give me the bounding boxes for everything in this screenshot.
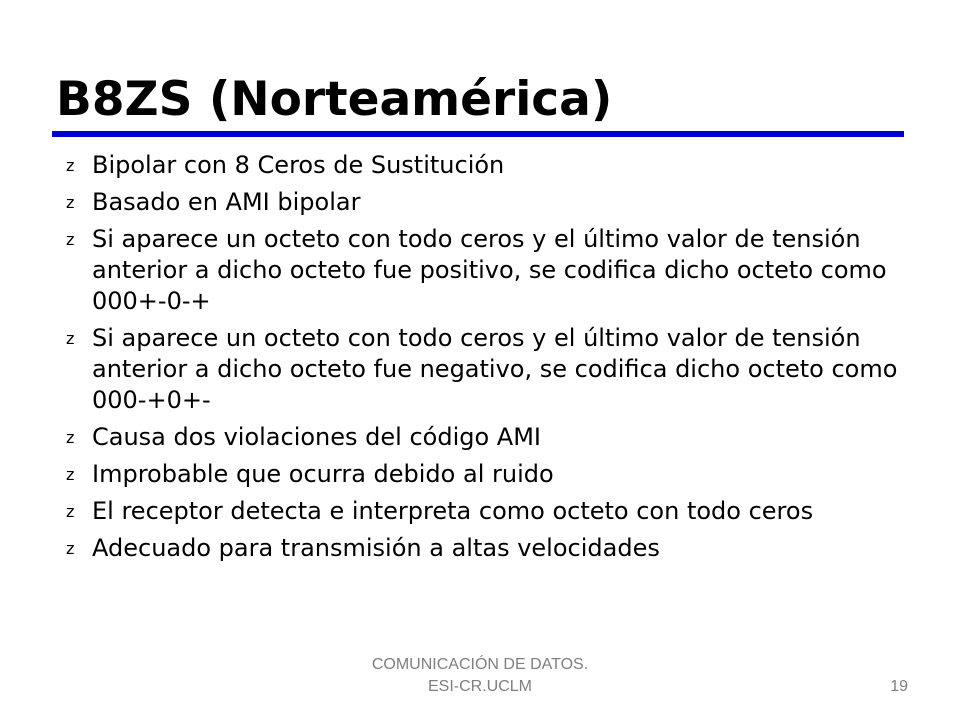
bullet-marker-icon: z [66, 193, 75, 212]
bullet-item [66, 533, 926, 564]
bullet-text: Bipolar con 8 Ceros de Sustitución [92, 151, 505, 179]
title-underline [52, 131, 904, 137]
page-number: 19 [890, 678, 908, 695]
bullet-item [66, 422, 926, 453]
bullet-item [66, 187, 926, 218]
footer [280, 654, 680, 698]
bullet-text: Improbable que ocurra debido al ruido [92, 460, 554, 488]
bullet-marker-icon: z [66, 539, 75, 558]
bullet-marker-icon: z [66, 465, 75, 484]
bullet-marker-icon: z [66, 230, 75, 249]
bullet-text: Si aparece un octeto con todo ceros y el último valor de tensión anterior a dicho octeto fue positivo, se codifica dicho octeto como 000+-0-+ [92, 225, 887, 315]
bullet-text: El receptor detecta e interpreta como octeto con todo ceros [92, 497, 814, 525]
bullet-item [66, 150, 926, 181]
bullet-text: Adecuado para transmisión a altas velocidades [92, 534, 660, 562]
bullet-item [66, 323, 926, 416]
bullet-text: Basado en AMI bipolar [92, 188, 361, 216]
bullet-marker-icon: z [66, 502, 75, 521]
footer-course: COMUNICACIÓN DE DATOS. [371, 656, 589, 673]
bullet-item [66, 224, 926, 317]
bullet-text: Causa dos violaciones del código AMI [92, 423, 541, 451]
bullet-list [66, 150, 926, 570]
bullet-marker-icon: z [66, 428, 75, 447]
bullet-marker-icon: z [66, 156, 75, 175]
footer-school: ESI-CR.UCLM [427, 678, 532, 695]
bullet-text: Si aparece un octeto con todo ceros y el último valor de tensión anterior a dicho octeto fue negativo, se codifica dicho octeto como 000-+0+- [92, 324, 898, 414]
bullet-item [66, 496, 926, 527]
bullet-item [66, 459, 926, 490]
bullet-marker-icon: z [66, 329, 75, 348]
slide-title: B8ZS (Norteamérica) [56, 72, 613, 127]
